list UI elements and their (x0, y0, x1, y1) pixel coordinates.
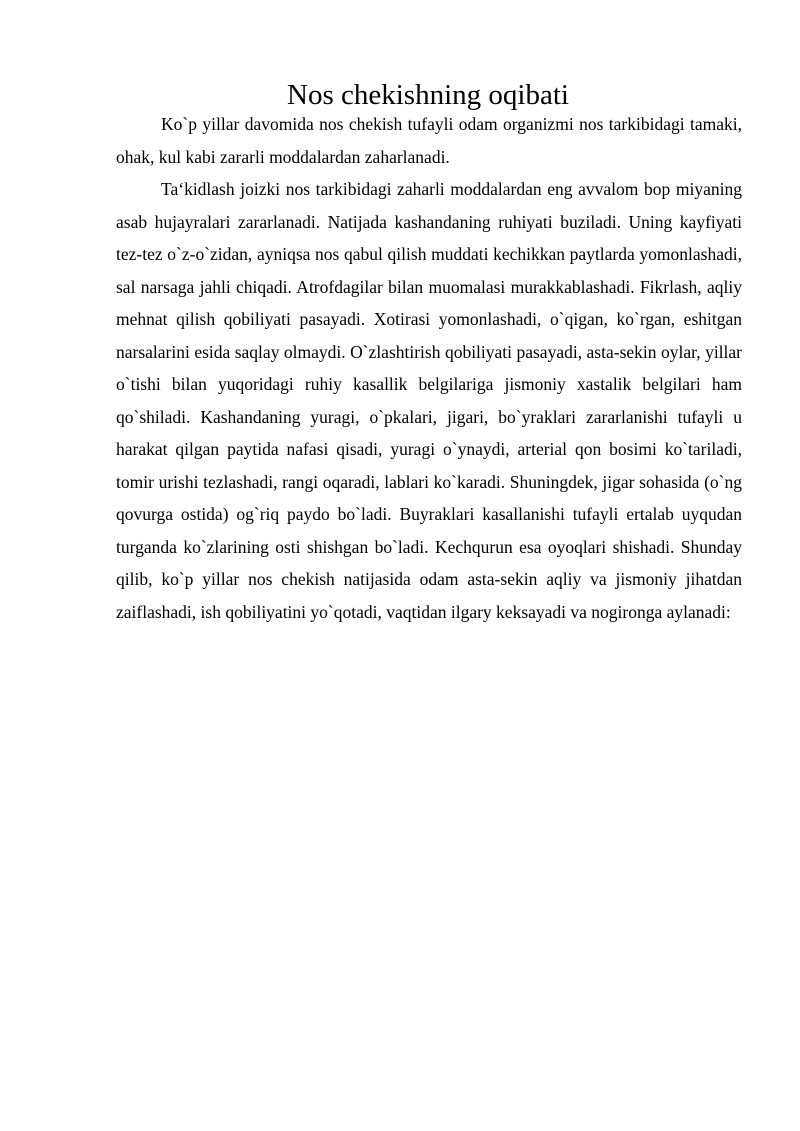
document-title: Nos chekishning oqibati (287, 79, 569, 111)
document-body (116, 108, 742, 628)
paragraph-effects: Ta‘kidlash joizki nos tarkibidagi zaharli moddalardan eng avvalom bop miyaning asab hujayralari zararlanadi. Natijada kashandaning ruhiyati buziladi. Uning kayfiyati tez-tez o`z-o`zidan, ayniqsa nos qabul qilish muddati kechikkan paytlarda yomonlashadi, sal narsaga jahli chiqadi. Atrofdagilar bilan muomalasi murakkablashadi. Fikrlash, aqliy mehnat qilish qobiliyati pasayadi. Xotirasi yomonlashadi, o`qigan, ko`rgan, eshitgan narsalarini esida saqlay olmaydi. O`zlashtirish qobiliyati pasayadi, asta-sekin oylar, yillar o`tishi bilan yuqoridagi ruhiy kasallik belgilariga jismoniy xastalik belgilari ham qo`shiladi. Kashandaning yuragi, o`pkalari, jigari, bo`yraklari zararlanishi tufayli u harakat qilgan paytida nafasi qisadi, yuragi o`ynaydi, arterial qon bosimi ko`tariladi, tomir urishi tezlashadi, rangi oqaradi, lablari ko`karadi. Shuningdek, jigar sohasida (o`ng qovurga ostida) og`riq paydo bo`ladi. Buyraklari kasallanishi tufayli ertalab uyqudan turganda ko`zlarining osti shishgan bo`ladi. Kechqurun esa oyoqlari shishadi. Shunday qilib, ko`p yillar nos chekish natijasida odam asta-sekin aqliy va jismoniy jihatdan zaiflashadi, ish qobiliyatini yo`qotadi, vaqtidan ilgary keksayadi va nogironga aylanadi: (116, 179, 742, 622)
paragraph-intro: Ko`p yillar davomida nos chekish tufayli odam organizmi nos tarkibidagi tamaki, ohak, kul kabi zararli moddalardan zaharlanadi. (116, 114, 742, 167)
